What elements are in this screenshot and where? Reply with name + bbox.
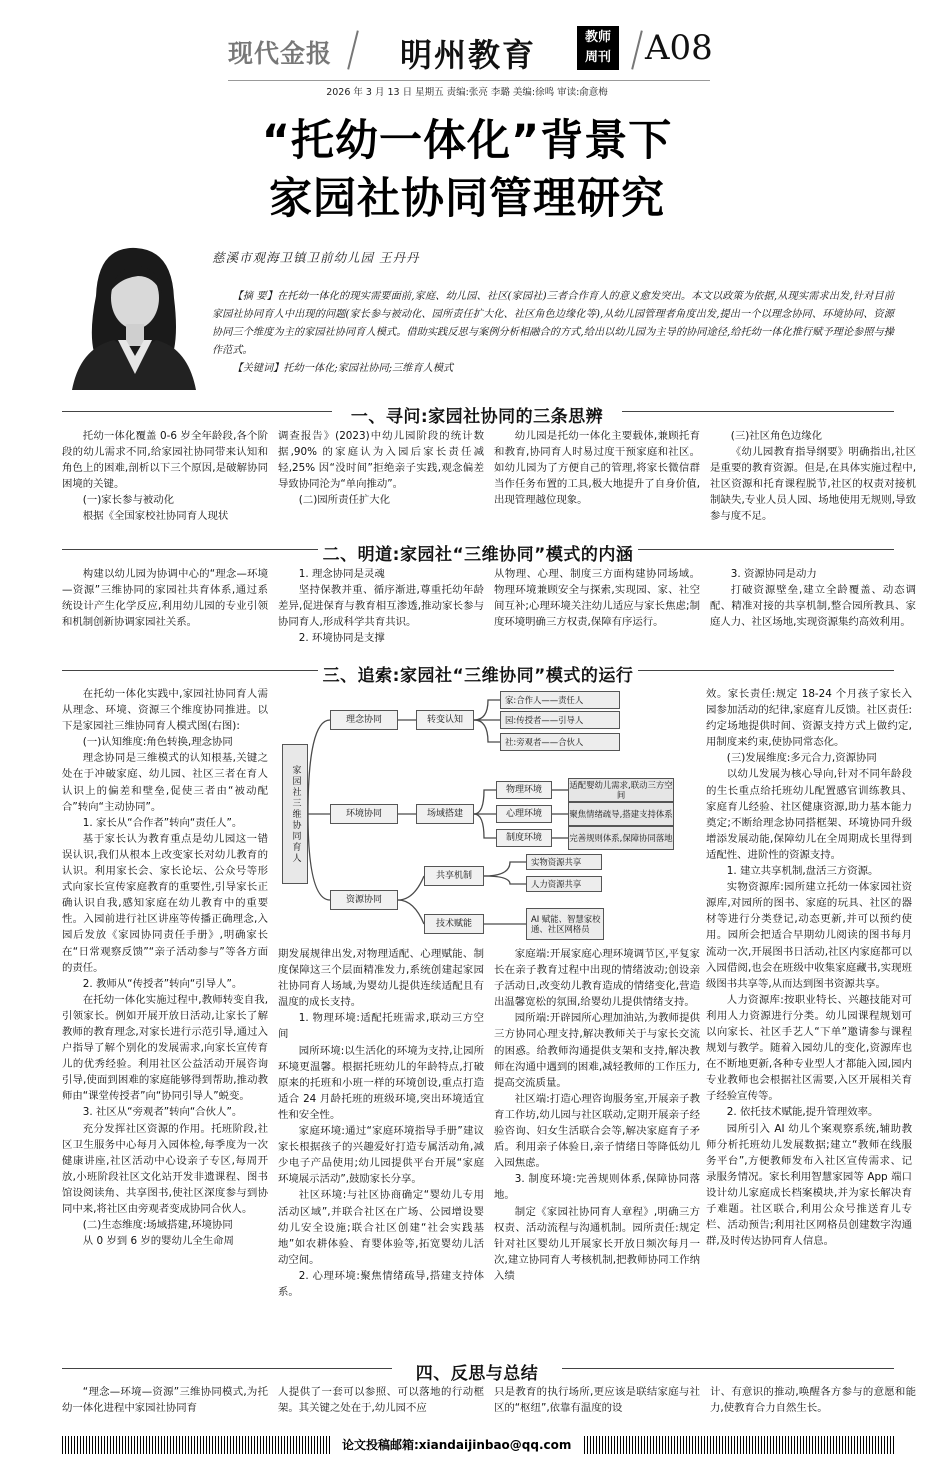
sec1-rule-left [62, 411, 332, 412]
sec1-heading: 一、寻问:家园社协同的三条思辨 [350, 407, 604, 427]
paragraph: 社区端:打造心理咨询服务室,开展亲子教育工作坊,幼儿园与社区联动,定期开展亲子经验咨询、妇女生活联合会等,解决家庭育子矛盾。利用亲子体验日,亲子情绪日等降低幼儿入园焦虑。 [494, 1092, 700, 1170]
subheading: (二)生态维度:场域搭建,环境协同 [82, 1219, 233, 1232]
paper-name: 现代金报 [228, 39, 333, 68]
diagram-kinder-role: 园:传授者——引导人 [500, 711, 620, 729]
paragraph: 实物资源库:园所建立托幼一体家园社资源库,对园所的图书、家庭的玩具、社区的器材等进行分类登记,动态更新,并可以预约使用。园所会把适合早期幼儿阅读的图书每月流动一次,开展图书日活动,社区内家庭都可以入园借阅,也会在班级中收集家庭藏书,实现班级图书共享等,从而达到图书资源共享。 [706, 881, 912, 990]
paragraph: 构建以幼儿园为协调中心的“理念—环境—资源”三维协同的家园社共育体系,通过系统设计产生化学反应,利用幼儿园的专业引领和机制创新协调家园社关系。 [62, 568, 268, 629]
sec3-col1 [62, 686, 268, 1348]
subheading: (三)社区角色边缘化 [730, 430, 823, 442]
sec3-rule-left [62, 670, 318, 671]
paragraph: 在托幼一体化实践中,家园社协同育人需从理念、环境、资源三个维度协同推进。以下是家园社三维协同育人模式图(右图): [62, 688, 268, 733]
footer-email[interactable]: 论文投稿邮箱:xiandaijinbao@qq.com [330, 1434, 583, 1455]
paragraph: 幼儿园是托幼一体化主要载体,兼顾托育和教育,协同育人时易过度干预家庭和社区。如幼儿园为了方便自己的管理,将家长微信群当作任务布置的工具,极大地提升了自身价值,出现管理越位现象。 [494, 430, 700, 507]
section-name: 明州教育 [400, 36, 537, 74]
subheading: 3. 制度环境:完善规则体系,保障协同落地。 [494, 1173, 700, 1202]
subheading: 1. 建立共享机制,盘活三方资源。 [726, 865, 879, 878]
paragraph: 期发展规律出发,对物理适配、心理赋能、制度保障这三个层面精准发力,系统创建起家园社协同育人场域,为婴幼儿提供连续适配且有温度的成长支持。 [278, 948, 484, 1009]
sec2-heading: 二、明道:家园社“三维协同”模式的内涵 [322, 545, 634, 565]
page-number: A08 [645, 28, 713, 68]
sec3-heading: 三、追索:家园社“三维协同”模式的运行 [322, 666, 634, 686]
abstract [212, 288, 894, 378]
diagram-phys-env: 物理环境 [496, 781, 552, 799]
diagram-center-box [282, 744, 308, 884]
sec4-col3 [494, 1384, 700, 1418]
diagram-tech-box: 技术赋能 [424, 914, 484, 934]
paragraph: 制定《家园社协同育人章程》,明确三方权责、活动流程与沟通机制。园所责任:规定针对社区婴幼儿开展家长开放日频次每月一次,建立协同育人考核机制,把教师协同工作纳入绩 [494, 1205, 700, 1282]
sec4-rule-right [562, 1368, 894, 1369]
paragraph: 在托幼一体化实施过程中,教师转变自我,引领家长。例如开展开放日活动,让家长了解教师的教育理念,对家长进行示范引导,通过入户指导了解个别化的发展需求,向家长宣传育儿的优秀经验。利用社区公益活动开展咨询引导,使面到困难的家庭能够得到帮助,推动教师由“课堂传授者”向“协同引导人”蜕变。 [62, 993, 268, 1103]
abstract-text: 【摘 要】在托幼一体化的现实需要面前,家庭、幼儿园、社区(家园社)三者合作育人的意义愈发突出。本文以政策为依据,从现实需求出发,针对目前家园社协同育人中出现的问题(家长参与被动化、园所责任扩大化、社区角色边缘化等),从幼儿园管理者角度出发,提出一个以理念协同、环境协同、资源协同三个维度为主的家园社协同育人模式。借助实践反思与案例分析相融合的方式,给出以幼儿园为主导的协同途径,给托幼一体化推行赋予理论参照与操作范式。 [212, 291, 894, 356]
sec1-rule-right [622, 411, 894, 412]
paragraph: 人力资源库:按职业特长、兴趣技能对可利用人力资源进行分类。幼儿园课程规划可以向家长、社区手艺人“下单”邀请参与课程规划与教学。随着入园幼儿的变化,资源库也在不断地更新,各种专业型人才都能入园,园内专业教师也会根据社区需要,入区开展相关育子经验宣传等。 [706, 993, 912, 1103]
diagram-change-box: 转变认知 [416, 710, 474, 730]
diagram-center-label: 家园社三维协同育人 [290, 764, 301, 864]
diagram-sys-env: 制度环境 [496, 829, 552, 847]
page-title [0, 112, 934, 228]
paragraph: 基于家长认为教育重点是幼儿园这一错误认识,我们从根本上改变家长对幼儿教育的认识。利用家长会、家长论坛、公众号等形式向家长宣传家庭教育的重要性,引导家长正确认识自我,感知家庭在幼儿教育中的重要性。入园前进行社区讲座等传播正确理念,入园后发放《家园协同责任手册》,明确家长在“日常观察反馈”“亲子活动参与”等各方面的责任。 [62, 832, 268, 974]
info-line: 2026 年 3 月 13 日 星期五 责编:张亮 李璐 美编:徐鸣 审读:俞意梅 [326, 87, 608, 98]
paragraph: 充分发挥社区资源的作用。托班阶段,社区卫生服务中心每月入园体检,每季度为一次健康讲座,社区活动中心设亲子专区,每周开放,小班阶段社区文化站开发非遗课程、图书馆设阅读角、共享图书,使社区深度参与到协同中来,将社区由旁观者变成协同合伙人。 [62, 1122, 268, 1215]
subheading: 2. 依托技术赋能,提升管理效率。 [726, 1106, 879, 1119]
masthead-slash-2 [631, 30, 643, 69]
subheading: 1. 理念协同是灵魂 [298, 568, 385, 580]
subheading: 2. 心理环境:聚焦情绪疏导,搭建支持体系。 [278, 1269, 484, 1298]
sec1-col3 [494, 428, 700, 522]
subheading: (一)认知维度:角色转换,理念协同 [82, 736, 233, 749]
author-photo [68, 236, 198, 390]
diagram-comm-role: 社:旁观者——合伙人 [500, 733, 620, 751]
paragraph: 园所引入 AI 幼儿个案观察系统,辅助教师分析托班幼儿发展数据;建立“教师在线服务平台”,方便教师发布入社区宣传需求、记录服务情况。家长利用智慧家园等 App 端口设计幼儿家庭成长档案模块,并为家长解决育子难题。社区联合,利用公众号推送育儿专栏、活动预告;利用社区网格员创建数字沟通群,及时传达协同育人信息。 [706, 1122, 912, 1248]
paragraph: 人提供了一套可以参照、可以落地的行动框架。其关键之处在于,幼儿园不应 [278, 1386, 484, 1415]
sec2-col2 [278, 566, 484, 644]
subheading: 2. 教师从“传授者”转向“引导人”。 [82, 977, 243, 990]
masthead-slash-1 [347, 30, 359, 69]
paragraph: 托幼一体化覆盖 0-6 岁全年龄段,各个阶段的幼儿需求不同,给家园社协同带来认知和角色上的困难,剖析以下三个原因,是破解协同困境的关键。 [62, 430, 268, 491]
subheading: (一)家长参与被动化 [82, 494, 175, 507]
sec2-col3 [494, 566, 700, 644]
sec3-col2 [278, 946, 484, 1348]
sec4-col2 [278, 1384, 484, 1418]
sec2-col1 [62, 566, 268, 644]
diagram-field-box: 场域搭建 [416, 804, 474, 824]
paragraph: 家庭环境:通过“家庭环境指导手册”建议家长根据孩子的兴趣爱好打造专属活动角,减少电子产品使用;幼儿园提供平台开展“家庭环境展示活动”,鼓励家长分享。 [278, 1125, 484, 1186]
sec2-rule-left [62, 549, 318, 550]
diagram-sys-detail: 完善规则体系,保障协同落地 [568, 826, 674, 850]
diagram-env-box: 环境协同 [330, 804, 398, 824]
paragraph: 计、有意识的推动,唤醒各方参与的意愿和能力,使教育合力自然生长。 [710, 1386, 916, 1415]
paragraph: 从 0 岁到 6 岁的婴幼儿全生命周 [82, 1235, 234, 1248]
paragraph: 以幼儿发展为核心导向,针对不同年龄段的生长重点给托班幼儿配置感官训练教具、家庭育儿经验、社区健康资源,助力基本能力奠定;不断给理念协同搭框架、环境协同升级增添发展动能,保障幼儿在全周期成长里得到适配性、进阶性的资源支持。 [706, 768, 912, 861]
paragraph: 园所环境:以生活化的环境为支持,让园所环境更温馨。根据托班幼儿的年龄特点,打破原来的托班和小班一样的环境创设,重点打造适合 24 月龄托班的班级环境,突出环境适宜性和安全性。 [278, 1044, 484, 1121]
subheading: (二)园所责任扩大化 [298, 494, 391, 507]
subheading: 2. 环境协同是支撑 [298, 632, 385, 644]
diagram-family-role: 家:合作人——责任人 [500, 691, 620, 709]
subheading: 3. 社区从“旁观者”转向“合伙人”。 [82, 1106, 243, 1119]
title-line-2: 家园社协同管理研究 [269, 174, 665, 224]
weekly-badge [577, 26, 619, 70]
sec4-col1 [62, 1384, 268, 1418]
sec1-col4 [710, 428, 916, 522]
author-line: 慈溪市观海卫镇卫前幼儿园 王丹丹 [212, 250, 420, 265]
sec3-col4 [706, 686, 912, 1348]
paragraph: 理念协同是三维模式的认知根基,关键之处在于冲破家庭、幼儿园、社区三者在育人认识上的偏差和壁垒,促使三者由“被动配合”转向“主动协同”。 [62, 752, 268, 813]
paragraph: 《幼儿园教育指导纲要》明确指出,社区是重要的教育资源。但是,在具体实施过程中,社区资源和托育课程脱节,社区的权责对接机制缺失,专业人员人园、场地使用无规则,导致参与度不足。 [710, 446, 916, 522]
sec3-col3 [494, 946, 700, 1348]
subheading: 1. 家长从“合作者”转向“责任人”。 [82, 816, 243, 829]
sec1-col2 [278, 428, 484, 522]
paragraph: 从物理、心理、制度三方面构建协同场域。物理环境兼顾安全与探索,实现园、家、社空间互补;心理环境关注幼儿适应与家长焦虑;制度环境明确三方权责,保障有序运行。 [494, 568, 700, 629]
paragraph: 根据《全国家校社协同育人现状 [82, 510, 229, 522]
model-diagram [278, 686, 690, 938]
sec1-col1 [62, 428, 268, 522]
subheading: 1. 物理环境:适配托班需求,联动三方空间 [278, 1012, 484, 1041]
diagram-res-box: 资源协同 [330, 890, 398, 910]
diagram-psy-env: 心理环境 [496, 805, 552, 823]
weekly-badge-text: 教师周刊 [584, 30, 611, 65]
paragraph: 家庭端:开展家庭心理环境调节区,平复家长在亲子教育过程中出现的情绪波动;创设亲子活动日,改变幼儿教育造成的情绪变化,营造出温馨宽松的氛围,给婴幼儿提供情绪支持。 [494, 948, 700, 1009]
sec4-col4 [710, 1384, 916, 1418]
diagram-people-share: 人力资源共享 [526, 876, 602, 892]
paragraph: 坚持保教并重、循序渐进,尊重托幼年龄差异,促进保育与教育相互渗透,推动家长参与协同育人,形成科学共育共识。 [278, 584, 484, 629]
sec4-heading: 四、反思与总结 [415, 1364, 539, 1384]
diagram-psy-detail: 聚焦情绪疏导,搭建支持体系 [568, 802, 674, 826]
masthead [0, 0, 934, 82]
paragraph: 打破资源壁垒,建立全龄覆盖、动态调配、精准对接的共享机制,整合园所教具、家庭人力、社区场地,实现资源集约高效利用。 [710, 584, 916, 629]
diagram-idea-box: 理念协同 [330, 710, 398, 730]
diagram-phys-detail: 适配婴幼儿需求,联动三方空间 [569, 780, 673, 800]
sec4-rule-left [62, 1368, 392, 1369]
paragraph: 园所端:开辟园所心理加油站,为教师提供三方协同心理支持,解决教师关于与家长交流的困惑。给教师沟通提供支架和支持,解决教师在沟通中遇到的困难,减轻教师的工作压力,提高交流质量。 [494, 1012, 700, 1089]
paragraph: 效。家长责任:规定 18-24 个月孩子家长入园参加活动的纪律,家庭育儿反馈。社区责任:约定场地提供时间、资源支持方式上做约定,用制度来约束,使协同常态化。 [706, 688, 912, 749]
diagram-share-box: 共享机制 [424, 866, 484, 886]
paragraph: 社区环境:与社区协商确定“婴幼儿专用活动区域”,并联合社区在广场、公园增设婴幼儿安全设施;联合社区创建“社会实践基地”如农耕体验、育婴体验等,拓宽婴幼儿活动空间。 [278, 1189, 484, 1266]
diagram-object-share: 实物资源共享 [526, 854, 602, 870]
sec2-rule-right [638, 549, 894, 550]
subheading: 3. 资源协同是动力 [730, 568, 817, 580]
subheading: (三)发展维度:多元合力,资源协同 [726, 752, 877, 765]
diagram-ai-share: AI 赋能、智慧家校通、社区网格员 [526, 908, 604, 940]
keywords: 【关键词】托幼一体化;家园社协同;三维育人模式 [232, 363, 454, 374]
sec2-col4 [710, 566, 916, 644]
sec3-rule-right [638, 670, 894, 671]
masthead-rule [228, 80, 710, 81]
title-line-1: “托幼一体化”背景下 [261, 116, 673, 166]
paragraph: 调查报告》(2023)中幼儿园阶段的统计数据,90% 的家庭认为入园后家长责任减轻,25% 因“没时间”拒绝亲子实践,观念偏差导致协同沦为“单向推动”。 [278, 430, 484, 491]
paragraph: “理念—环境—资源”三维协同模式,为托幼一体化进程中家园社协同育 [62, 1386, 268, 1415]
paragraph: 只是教育的执行场所,更应该是联结家庭与社区的“枢纽”,依靠有温度的设 [494, 1386, 700, 1415]
